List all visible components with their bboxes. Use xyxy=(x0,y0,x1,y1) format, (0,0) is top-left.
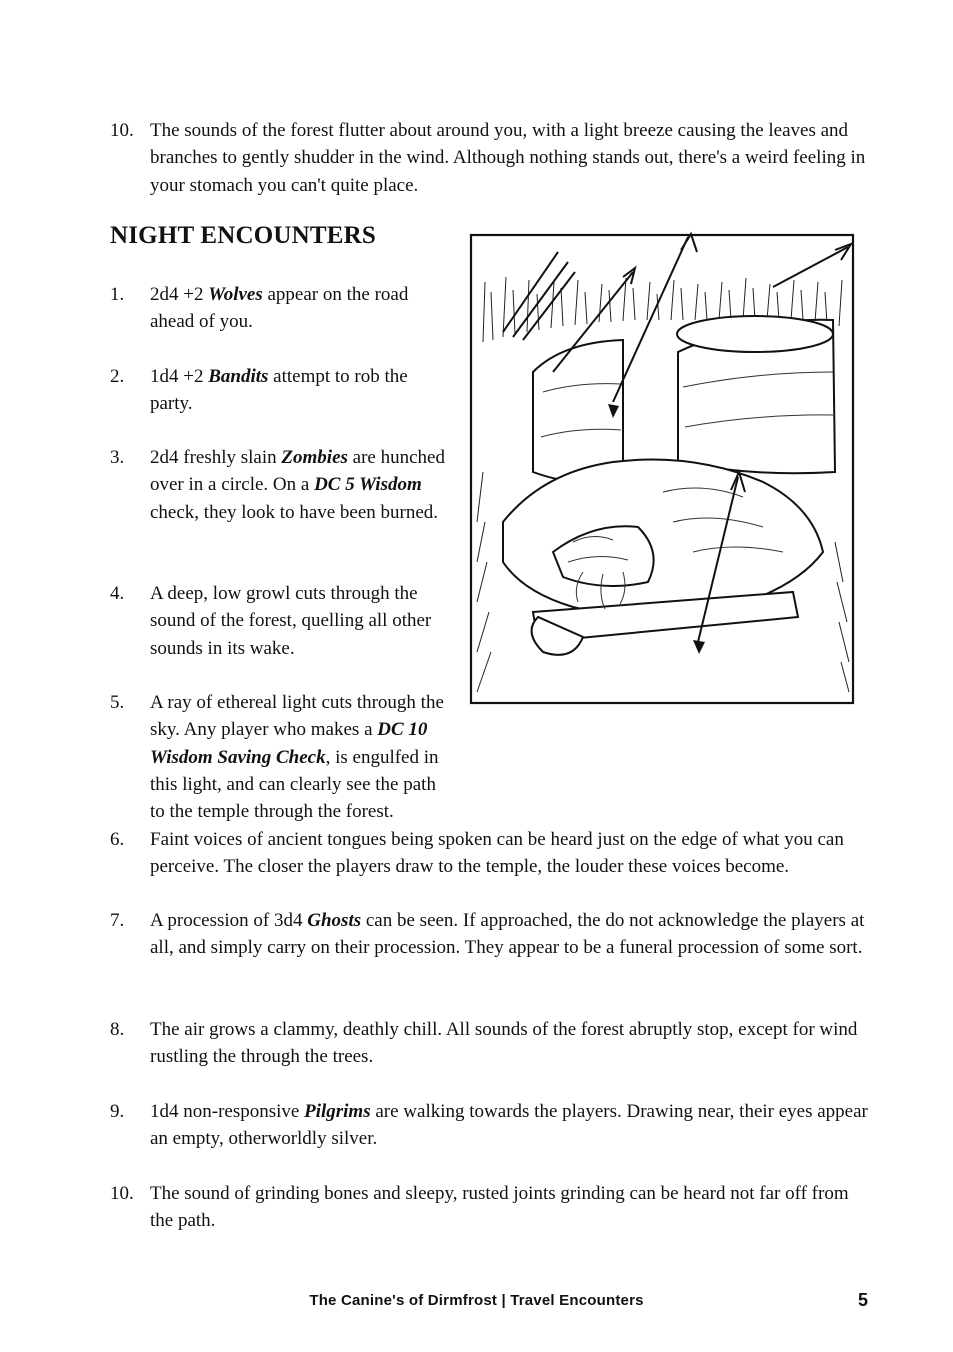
item-text: 2d4 freshly slain Zombies are hunched over in a circle. On a DC 5 Wisdom check, they look to have been burned. xyxy=(150,447,445,523)
creature-name: Ghosts xyxy=(307,910,362,931)
item-text: 2d4 +2 Wolves appear on the road ahead of you. xyxy=(150,284,409,333)
item-number: 2. xyxy=(110,366,125,387)
check-name: DC 5 Wisdom xyxy=(314,474,422,496)
item-number: 1. xyxy=(110,284,125,305)
item-number: 8. xyxy=(110,1019,125,1040)
fallen-warrior-illustration xyxy=(463,222,858,707)
section-heading: NIGHT ENCOUNTERS xyxy=(110,222,376,249)
item-number: 9. xyxy=(110,1101,125,1122)
creature-name: Wolves xyxy=(208,284,263,305)
item-text: 1d4 non-responsive Pilgrims are walking towards the players. Drawing near, their eyes appear an empty, otherworldly silver. xyxy=(150,1101,868,1150)
item-number: 4. xyxy=(110,583,125,604)
item-text: Faint voices of ancient tongues being spoken can be heard just on the edge of what you can perceive. The closer the players draw to the temple, the louder these voices become. xyxy=(150,829,844,878)
footer-title: The Canine's of Dirmfrost | Travel Encounters xyxy=(309,1292,644,1309)
item-text: A ray of ethereal light cuts through the sky. Any player who makes a DC 10 Wisdom Saving Check, is engulfed in this light, and can clearly see the path to the temple through the forest. xyxy=(150,692,444,823)
item-number: 6. xyxy=(110,829,125,850)
item-number: 10. xyxy=(110,120,134,141)
item-number: 7. xyxy=(110,910,125,931)
page-number: 5 xyxy=(858,1290,869,1310)
item-text: A deep, low growl cuts through the sound of the forest, quelling all other sounds in its wake. xyxy=(150,583,432,659)
item-text: The sound of grinding bones and sleepy, rusted joints grinding can be heard not far off from the path. xyxy=(150,1183,849,1232)
item-text: 1d4 +2 Bandits attempt to rob the party. xyxy=(150,366,408,415)
item-text: The sounds of the forest flutter about around you, with a light breeze causing the leaves and branches to gently shudder in the wind. Although nothing stands out, there's a weird feeling in your stomach you can't quite place. xyxy=(150,120,866,196)
item-text: The air grows a clammy, deathly chill. All sounds of the forest abruptly stop, except for wind rustling the through the trees. xyxy=(150,1019,858,1068)
item-number: 5. xyxy=(110,692,125,713)
item-number: 3. xyxy=(110,447,125,468)
creature-name: Pilgrims xyxy=(304,1101,371,1122)
creature-name: Bandits xyxy=(208,366,269,387)
creature-name: Zombies xyxy=(281,447,348,468)
item-text: A procession of 3d4 Ghosts can be seen. If approached, the do not acknowledge the players at all, and simply carry on their procession. They appear to be a funeral procession of some sort. xyxy=(150,910,865,959)
item-number: 10. xyxy=(110,1183,134,1204)
check-name: DC 10 Wisdom Saving Check xyxy=(150,719,428,768)
